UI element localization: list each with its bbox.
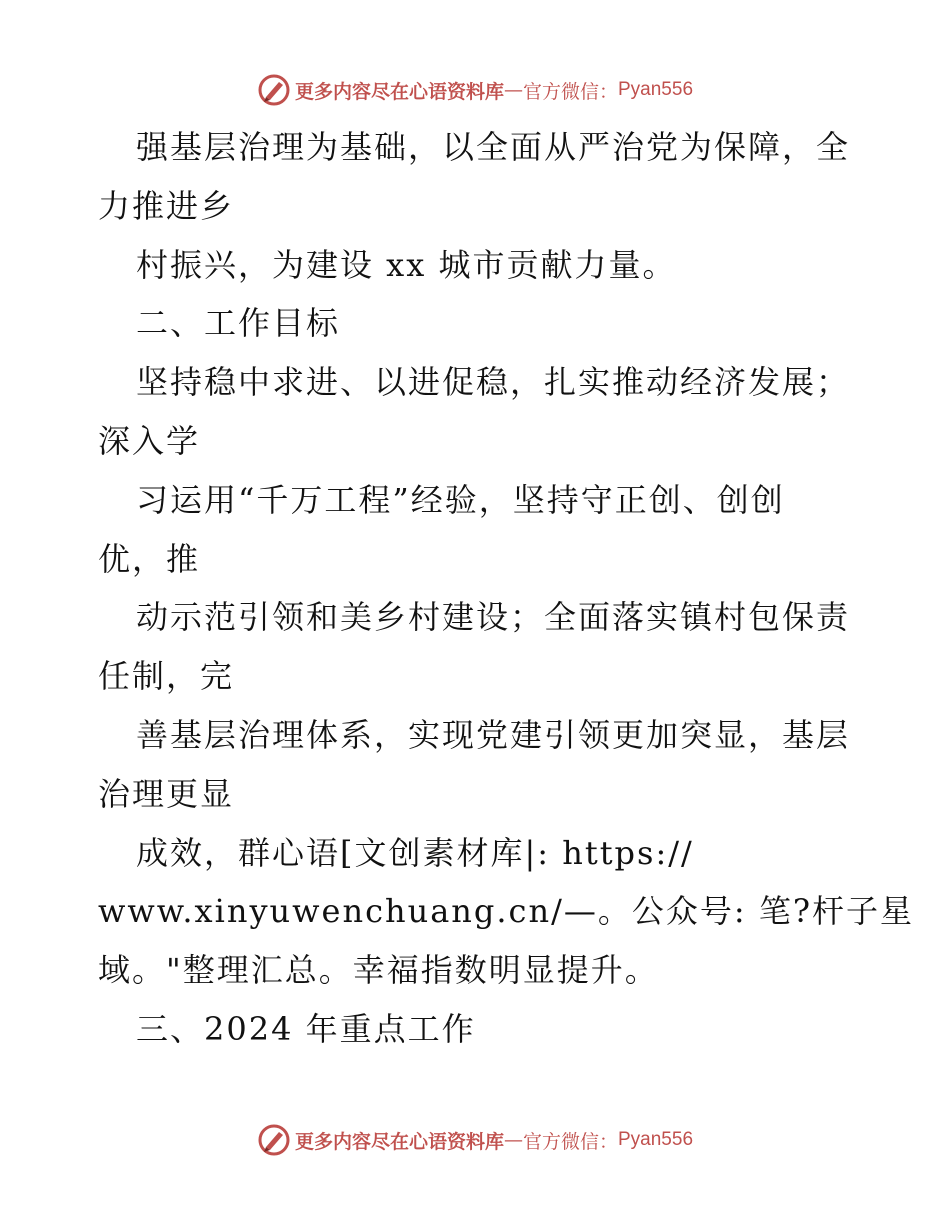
header-banner [0, 70, 950, 110]
header-wechat-label: 官方微信： [522, 80, 618, 103]
footer-wechat-id: Pyan556 [618, 1129, 694, 1150]
body-line: 坚持稳中求进、以进促稳，扎实推动经济发展； [136, 363, 851, 402]
footer-separator: — [503, 1129, 523, 1151]
footer-banner [0, 1120, 950, 1160]
header-site-name: 更多内容尽在心语资料库 [294, 80, 504, 103]
body-line: 优，推 [98, 539, 201, 578]
body-line: 善基层治理体系，实现党建引领更加突显，基层 [136, 715, 851, 754]
body-line: 村振兴，为建设 xx 城市贡献力量。 [136, 245, 677, 284]
body-line: 动示范引领和美乡村建设；全面落实镇村包保责 [136, 598, 851, 637]
section-heading: 二、工作目标 [136, 304, 341, 343]
body-line: 力推进乡 [98, 186, 235, 225]
body-line: www.xinyuwenchuang.cn/—。公众号: 笔?杆子星 [98, 892, 914, 931]
pen-logo-icon [257, 1123, 291, 1157]
body-line: 强基层治理为基础，以全面从严治党为保障，全 [136, 128, 851, 166]
document-body [98, 118, 914, 1059]
body-line: 治理更显 [98, 774, 235, 813]
section-heading: 三、2024 年重点工作 [136, 1009, 476, 1048]
body-line: 域。"整理汇总。幸福指数明显提升。 [98, 951, 659, 990]
footer-wechat-label: 官方微信： [522, 1130, 618, 1153]
body-line: 任制，完 [98, 657, 235, 696]
body-line: 成效，群心语[文创素材库|: https:// [136, 833, 694, 872]
header-separator: — [503, 79, 523, 101]
header-wechat-id: Pyan556 [618, 79, 694, 100]
pen-logo-icon [257, 73, 291, 107]
body-line: 习运用“千万工程”经验，坚持守正创、创创 [136, 480, 785, 519]
footer-site-name: 更多内容尽在心语资料库 [294, 1130, 504, 1153]
body-line: 深入学 [98, 421, 201, 460]
